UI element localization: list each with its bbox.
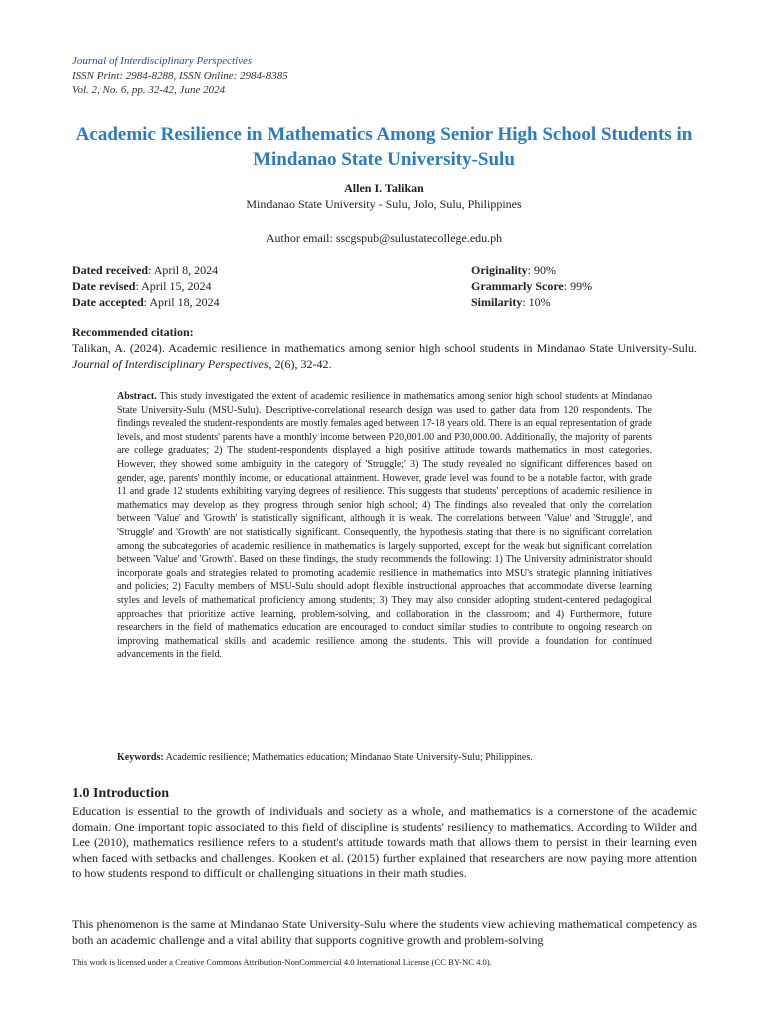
author-affiliation: Mindanao State University - Sulu, Jolo, Sulu, Philippines <box>246 197 522 211</box>
originality-value: : 90% <box>527 263 557 277</box>
similarity-value: : 10% <box>522 295 551 309</box>
dates-block <box>72 262 220 310</box>
abstract-text: This study investigated the extent of academic resilience in mathematics among senior high school students at Mindanao State University-Sulu (MSU-Sulu). Descriptive-correlational research design was used to gather data from 120 respondents. The findings revealed the student-respondents are mostly females aged between 17-18 years old. There is an equal representation of grade levels, and most students' parents have a monthly income between P20,001.00 and P30,000.00. Additionally, the majority of parents are college graduates; 2) The student-respondents displayed a high positive attitude towards mathematics in most categories. However, they showed some ambiguity in the category of 'Struggle;' 3) The study revealed no significant differences based on gender, age, parents' monthly income, or educational attainment. However, grade level was found to be a notable factor, with grade 11 and grade 12 students exhibiting varying degrees of resilience. This suggests that students' perceptions of academic resilience in mathematics may develop as they progress through senior high school; 4) The findings also revealed that only the correlation between 'Value' and 'Growth' is statistically significant, although it is weak. The correlations between 'Value' and 'Struggle', and 'Struggle' and 'Growth' are not statistically significant. Consequently, the hypothesis stating that there is no significant correlation among the subcategories of academic resilience in mathematics is largely supported, except for the weak but significant correlation between 'Value' and 'Growth'. Based on these findings, the study recommends the following: 1) The University administrator should incorporate goals and strategies related to promoting academic resilience in mathematics into MSU's strategic planning initiatives and policies; 2) Faculty members of MSU-Sulu should adopt flexible instructional approaches that accommodate diverse learning styles and levels of mathematical proficiency among students; 3) They may also consider adopting student-centered pedagogical approaches that prioritize active learning, problem-solving, and collaboration in the classroom; and 4) Furthermore, future researchers in the field of mathematics education are encouraged to conduct similar studies to contribute to ongoing research on improving mathematical skills and academic resilience among the students. This will provide a foundation for continued advancements in the field. <box>117 391 652 661</box>
citation-part-a: Talikan, A. (2024). Academic resilience in mathematics among senior high school students in Mindanao State University-Sulu. <box>72 341 697 355</box>
author-email: Author email: sscgspub@sulustatecollege.edu.ph <box>265 231 503 245</box>
paper-title: Academic Resilience in Mathematics Among Senior High School Students in Mindanao State University-Sulu <box>75 124 693 170</box>
revised-date: : April 15, 2024 <box>135 279 212 293</box>
license-footer: This work is licensed under a Creative Commons Attribution-NonCommercial 4.0 International License (CC BY-NC 4.0). <box>72 957 492 967</box>
journal-volume: Vol. 2, No. 6, pp. 32-42, June 2024 <box>72 84 226 96</box>
abstract <box>117 390 652 662</box>
author-name: Allen I. Talikan <box>344 181 424 195</box>
grammarly-value: : 99% <box>563 279 593 293</box>
abstract-label: Abstract. <box>117 391 157 402</box>
grammarly-label: Grammarly Score <box>471 279 564 293</box>
journal-issn: ISSN Print: 2984-8288, ISSN Online: 2984-8385 <box>72 69 288 82</box>
citation-heading: Recommended citation: <box>72 325 194 339</box>
intro-paragraph-1: Education is essential to the growth of individuals and society as a whole, and mathematics is a cornerstone of the academic domain. One important topic associated to this field of discipline is students' resiliency to mathematics. According to Wilder and Lee (2010), mathematics resilience refers to a student's attitude towards math that allows them to persist in their learning even when faced with setbacks and challenges. Kooken et al. (2015) further explained that researchers are now paying more attention to how students respond to difficult or challenging situations in their math studies. <box>72 804 697 881</box>
keywords-text: Academic resilience; Mathematics education; Mindanao State University-Sulu; Philippines. <box>163 752 533 763</box>
citation-journal: Journal of Interdisciplinary Perspectives <box>72 356 269 371</box>
journal-header <box>72 54 288 98</box>
intro-paragraph-2: This phenomenon is the same at Mindanao State University-Sulu where the students view achieving mathematical competency as both an academic challenge and a vital ability that supports cognitive growth and problem-solving <box>72 917 697 947</box>
accepted-date: : April 18, 2024 <box>143 295 220 309</box>
received-date: : April 8, 2024 <box>148 263 219 277</box>
citation-text <box>72 341 697 372</box>
citation-part-b: , 2(6), 32-42. <box>268 356 332 371</box>
received-label: Dated received <box>72 263 149 277</box>
originality-label: Originality <box>471 263 528 277</box>
keywords-label: Keywords: <box>117 752 164 763</box>
keywords <box>117 752 652 763</box>
revised-label: Date revised <box>72 279 136 293</box>
section-heading: 1.0 Introduction <box>72 786 169 801</box>
journal-name: Journal of Interdisciplinary Perspectives <box>72 55 253 67</box>
scores-block <box>471 262 592 310</box>
accepted-label: Date accepted <box>72 295 144 309</box>
similarity-label: Similarity <box>471 295 523 309</box>
